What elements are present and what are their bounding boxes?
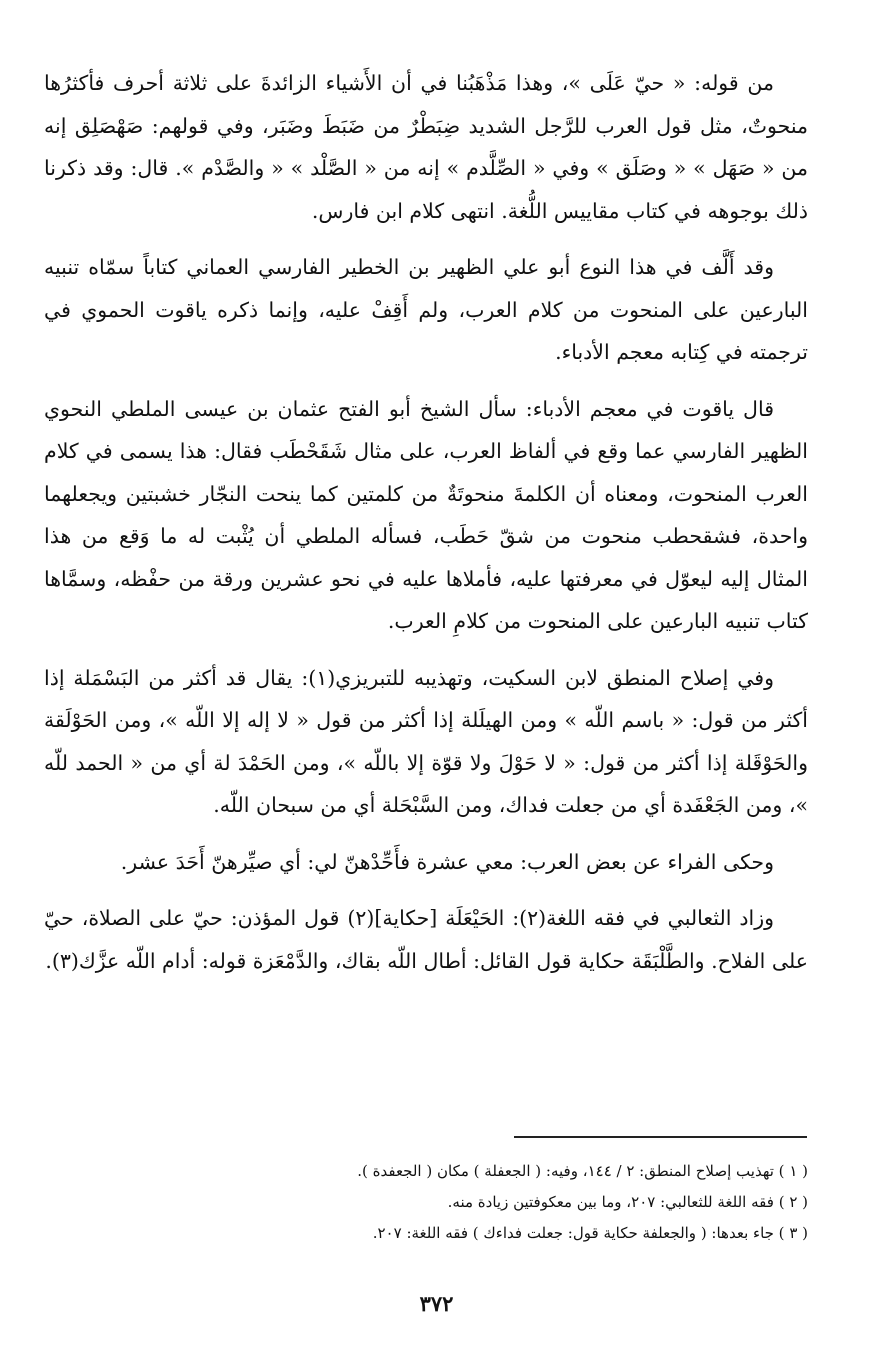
footnote-separator bbox=[514, 1136, 807, 1138]
paragraph-2: وقد أَلَّف في هذا النوع أبو علي الظهير بن الخطير الفارسي العماني كتاباً سمّاه تنبيه البارعين على المنحوت من كلام العرب، ولم أَقِفْ عليه، وإنما ذكره ياقوت الحموي في ترجمته في كِتابه معجم الأدباء. bbox=[44, 255, 808, 364]
paragraph-6: وزاد الثعالبي في فقه اللغة(٢): الحَيْعَلَة [حكاية](٢) قول المؤذن: حيّ على الصلاة، حيّ على الفلاح. والطَّلْبَقَة حكاية قول القائل: أطال اللّه بقاك، والدَّمْعَزة قوله: أدام اللّه عزَّك(٣). bbox=[44, 906, 808, 973]
main-text bbox=[44, 62, 808, 996]
page-number: ٣٧٢ bbox=[419, 1291, 454, 1316]
footnote-3: ( ٣ ) جاء بعدها: ( والجعلفة حكاية قول: جعلت فداءك ) فقه اللغة: ٢٠٧. bbox=[372, 1224, 808, 1242]
paragraph-3: قال ياقوت في معجم الأدباء: سأل الشيخ أبو الفتح عثمان بن عيسى الملطي النحوي الظهير الفارسي عما وقع في ألفاظ العرب، على مثال شَقَحْطَب فقال: هذا يسمى في كلام العرب المنحوت، ومعناه أن الكلمةَ منحوتَةٌ من كلمتين كما ينحت النجّار خشبتين ويجعلهما واحدة، فشقحطب منحوت من شقّ حَطَب، فسأله الملطي أن يُثْبت له ما وَقع من هذا المثال إليه ليعوّل في معرفتها عليه، فأملاها عليه في نحو عشرين ورقة من حفْظه، وسمَّاها كتاب تنبيه البارعين على المنحوت من كلامِ العرب. bbox=[44, 396, 808, 633]
footnote-2: ( ٢ ) فقه اللغة للثعالبي: ٢٠٧، وما بين معكوفتين زيادة منه. bbox=[447, 1193, 808, 1211]
footnote-1: ( ١ ) تهذيب إصلاح المنطق: ٢ / ١٤٤، وفيه: ( الجعفلة ) مكان ( الجعفدة ). bbox=[357, 1162, 808, 1180]
paragraph-4: وفي إصلاح المنطق لابن السكيت، وتهذيبه للتبريزي(١): يقال قد أكثر من البَسْمَلة إذا أكثر من قول: « باسم اللّه » ومن الهيلَلة إذا أكثر من قول « لا إله إلا اللّه »، ومن الحَوْلَقة والحَوْقَلة إذا أكثر من قول: « لا حَوْلَ ولا قوّة إلا باللّه »، ومن الحَمْدَ لة أي من « الحمد للّه »، ومن الجَعْفَدة أي من جعلت فداك، ومن السَّبْحَلة أي من سبحان اللّه. bbox=[44, 665, 808, 817]
paragraph-5: وحكى الفراء عن بعض العرب: معي عشرة فأَحِّدْهنّ لي: أي صيِّرهنّ أَحَدَ عشر. bbox=[120, 849, 774, 874]
footnotes bbox=[44, 1156, 808, 1249]
paragraph-1: من قوله: « حيّ عَلَى »، وهذا مَذْهَبُنا في أن الأَشياء الزائدةَ على ثلاثة أحرف فأكثرُها منحوتٌ، مثل قول العرب للرَّجل الشديد ضِبَطْرٌ من ضَبَطَ وضَبَر، وفي قولهم: صَهْصَلِق إنه من « صَهَل » « وصَلَق » وفي « الصِّلَّدم » إنه من « الصَّلْد » « والصَّدْم ». قال: وقد ذكرنا ذلك بوجوهه في كتاب مقاييس اللُّغة. انتهى كلام ابن فارس. bbox=[44, 71, 808, 223]
